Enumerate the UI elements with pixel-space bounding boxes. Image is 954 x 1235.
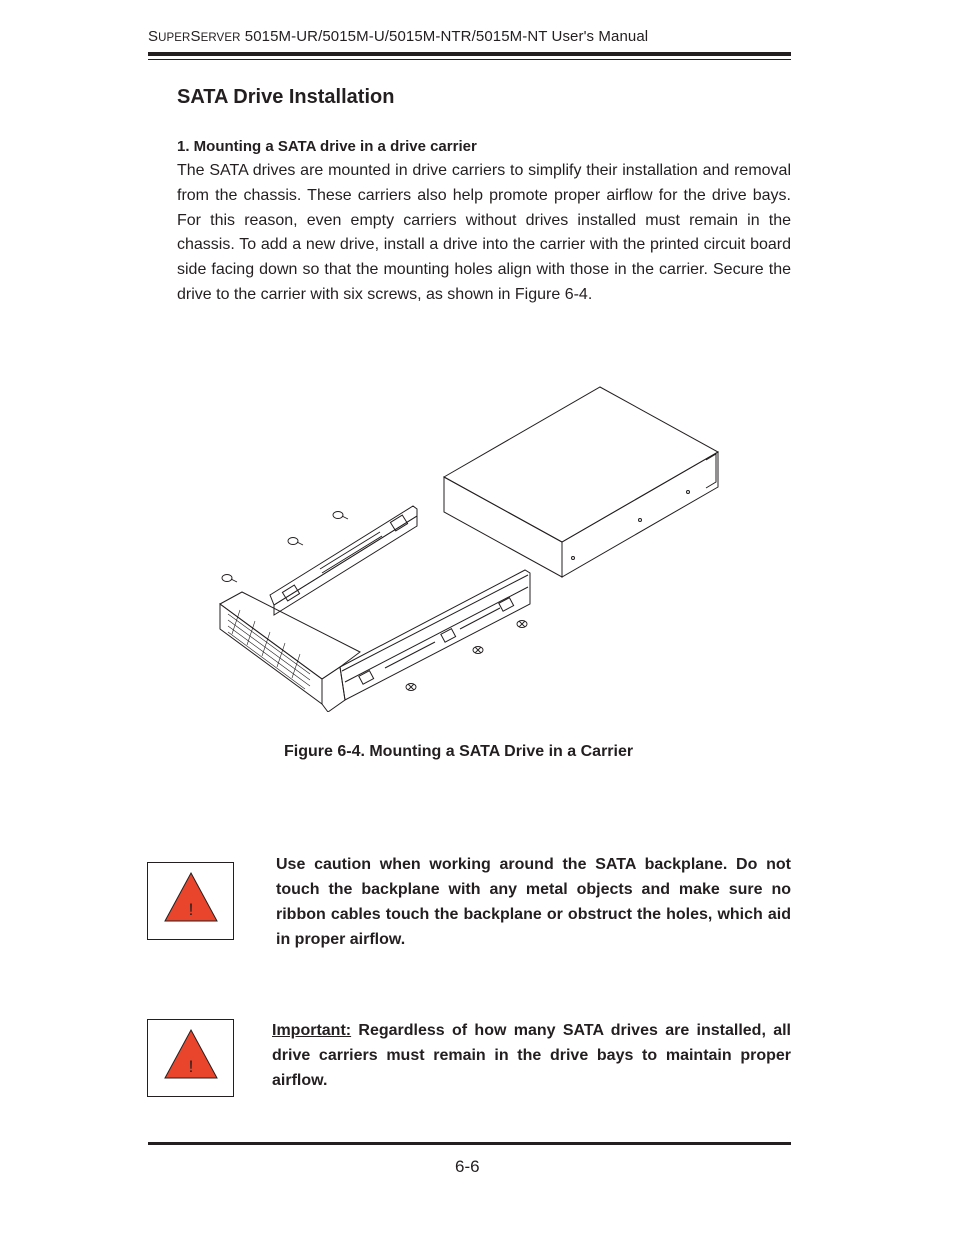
section-title: SATA Drive Installation bbox=[177, 86, 395, 108]
header-s2-rest: ERVER bbox=[200, 32, 241, 44]
important-label: Important: bbox=[272, 1022, 352, 1039]
header-s2: S bbox=[190, 28, 201, 45]
warning-box-1 bbox=[147, 862, 234, 940]
warning-text-2 bbox=[272, 1018, 791, 1093]
drive-carrier-illustration bbox=[210, 382, 730, 712]
important-text: Regardless of how many SATA drives are installed, all drive carriers must remain in the drive bays to maintain proper airflow. bbox=[272, 1022, 791, 1089]
header-s1: S bbox=[148, 28, 159, 45]
carrier-front-bezel bbox=[220, 592, 360, 712]
hard-drive-drawing bbox=[444, 387, 718, 577]
step-title: 1. Mounting a SATA drive in a drive carrier bbox=[177, 138, 477, 155]
header-s1-rest: UPER bbox=[158, 32, 191, 44]
body-paragraph: The SATA drives are mounted in drive carriers to simplify their installation and removal from the chassis. These carriers also help promote proper airflow for the drive bays. For this reason, even empty carriers without drives installed must remain in the chassis. To add a new drive, install a drive into the carrier with the printed circuit board side facing down so that the mounting holes align with those in the carrier. Secure the drive to the carrier with six screws, as shown in Figure 6-4. bbox=[177, 162, 791, 303]
warning-symbol: ! bbox=[188, 900, 194, 919]
footer-rule bbox=[148, 1142, 791, 1145]
warning-triangle-icon bbox=[162, 870, 220, 924]
warning-triangle-icon bbox=[162, 1027, 220, 1081]
header-rule bbox=[148, 52, 791, 56]
figure-caption: Figure 6-4. Mounting a SATA Drive in a Carrier bbox=[284, 743, 634, 760]
carrier-rear-bracket bbox=[270, 506, 417, 615]
warning-box-2 bbox=[147, 1019, 234, 1097]
carrier-side-rail bbox=[340, 570, 530, 700]
header-tail: 5015M-UR/5015M-U/5015M-NTR/5015M-NT User's Manual bbox=[240, 28, 649, 45]
running-header bbox=[148, 26, 791, 49]
page-number: 6-6 bbox=[455, 1157, 480, 1176]
warning-symbol: ! bbox=[188, 1057, 194, 1076]
warning-text-1: Use caution when working around the SATA backplane. Do not touch the backplane with any metal objects and make sure no ribbon cables touch the backplane or obstruct the holes, which aid in proper airflow. bbox=[276, 856, 791, 948]
header-rule-thin bbox=[148, 59, 791, 60]
